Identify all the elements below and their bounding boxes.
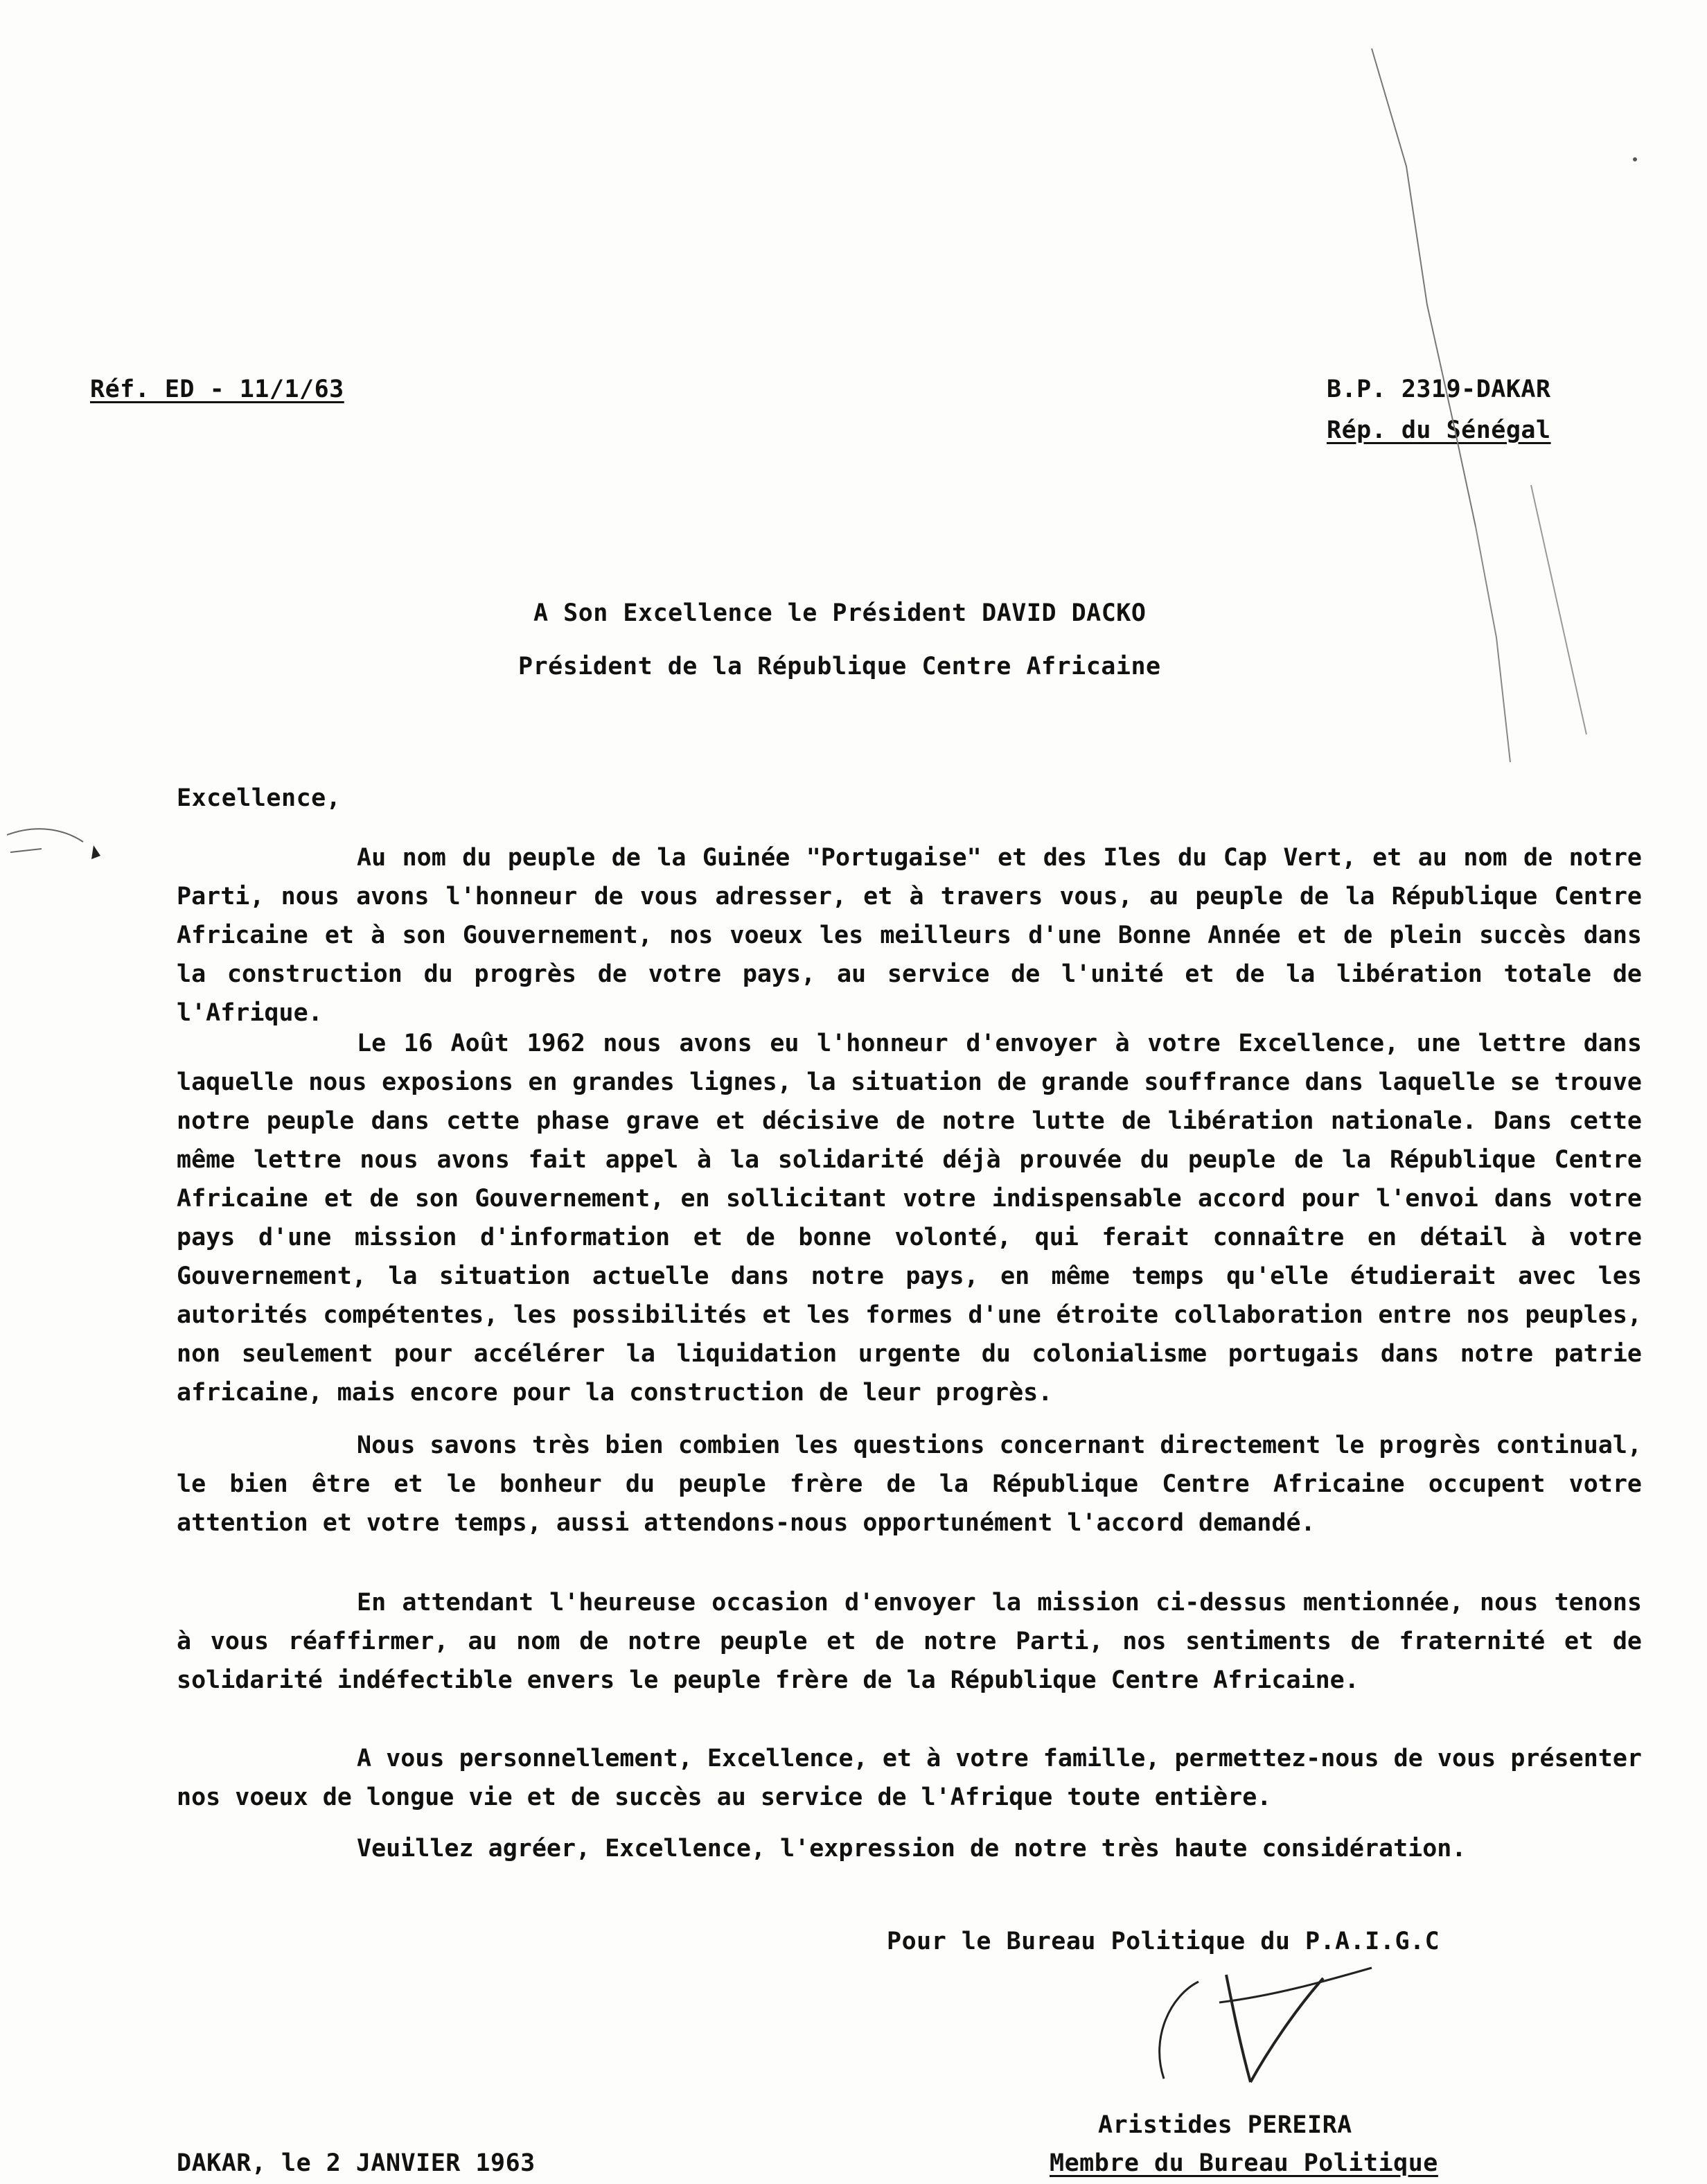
scan-artifact-lines xyxy=(1358,42,1649,776)
margin-mark xyxy=(0,804,111,887)
addressee-line-1: A Son Excellence le Président DAVID DACKO xyxy=(533,599,1147,627)
signature-for-line: Pour le Bureau Politique du P.A.I.G.C xyxy=(887,1928,1440,1955)
body-paragraph-4-text: En attendant l'heureuse occasion d'envoyer la mission ci-dessus mentionnée, nous tenons à vous réaffirmer, au nom de notre peuple et de notre Parti, nos sentiments de fraternité et de solidarité indéfectible envers le peuple frère de la République Centre Africaine. xyxy=(177,1589,1642,1694)
salutation: Excellence, xyxy=(177,784,342,812)
signatory-title: Membre du Bureau Politique xyxy=(1050,2149,1438,2177)
handwritten-signature xyxy=(1136,1954,1386,2106)
body-paragraph-1 xyxy=(177,838,1642,1027)
body-paragraph-6 xyxy=(177,1829,1642,1871)
address-po-box: B.P. 2319-DAKAR xyxy=(1327,376,1551,403)
body-paragraph-5-text: A vous personnellement, Excellence, et à votre famille, permettez-nous de vous présenter nos voeux de longue vie et de succès au service de l'Afrique toute entière. xyxy=(177,1745,1642,1811)
body-paragraph-1-text: Au nom du peuple de la Guinée "Portugaise" et des Iles du Cap Vert, et au nom de notre Parti, nous avons l'honneur de vous adresser, et à travers vous, au peuple de la République Centre Africaine et à son Gouvernement, nos voeux les meilleurs d'une Bonne Année et de plein succès dans la construction du progrès de votre pays, au service de l'unité et de la libération totale de l'Afrique. xyxy=(177,844,1642,1027)
body-paragraph-3 xyxy=(177,1426,1642,1558)
place-and-date: DAKAR, le 2 JANVIER 1963 xyxy=(177,2149,536,2177)
body-paragraph-2 xyxy=(177,1024,1642,1412)
signatory-name: Aristides PEREIRA xyxy=(1098,2111,1352,2139)
addressee-line-2: Président de la République Centre Africaine xyxy=(518,653,1161,680)
body-paragraph-2-text: Le 16 Août 1962 nous avons eu l'honneur d'envoyer à votre Excellence, une lettre dans laquelle nous exposions en grandes lignes, la situation de grande souffrance dans laquelle se trouve notre peuple dans cette phase grave et décisive de notre lutte de libération nationale. Dans cette même lettre nous avons fait appel à la solidarité déjà prouvée du peuple de la République Centre Africaine et de son Gouvernement, en sollicitant votre indispensable accord pour l'envoi dans votre pays d'une mission d'information et de bonne volonté, qui ferait connaître en détail à votre Gouvernement, la situation actuelle dans notre pays, en même temps qu'elle étudierait avec les autorités compétentes, les possibilités et les formes d'une étroite collaboration entre nos peuples, non seulement pour accélérer la liquidation urgente du colonialisme portugais dans notre patrie africaine, mais encore pour la construction de leur progrès. xyxy=(177,1030,1642,1407)
body-paragraph-3-text: Nous savons très bien combien les questions concernant directement le progrès continual, le bien être et le bonheur du peuple frère de la République Centre Africaine occupent votre attention et votre temps, aussi attendons-nous opportunément l'accord demandé. xyxy=(177,1432,1642,1537)
address-country: Rép. du Sénégal xyxy=(1327,416,1551,444)
reference-number: Réf. ED - 11/1/63 xyxy=(90,376,344,403)
body-paragraph-4 xyxy=(177,1583,1642,1715)
body-paragraph-5 xyxy=(177,1739,1642,1822)
body-paragraph-6-text: Veuillez agréer, Excellence, l'expression de notre très haute considération. xyxy=(357,1835,1467,1862)
